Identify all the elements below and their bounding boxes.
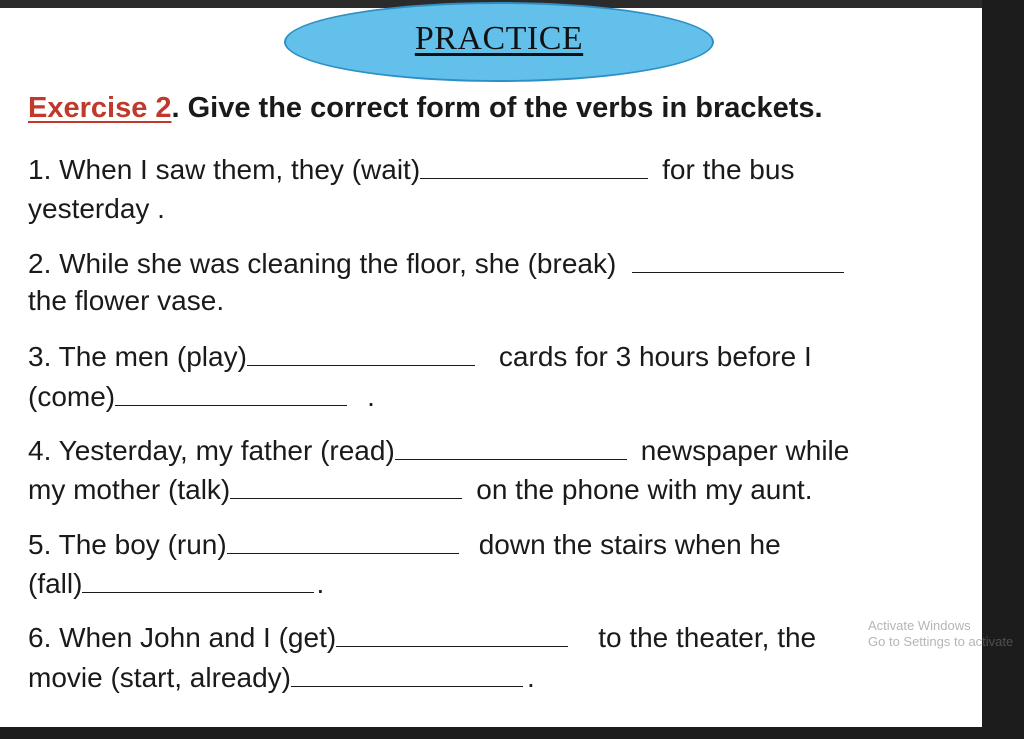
item-text: cards for 3 hours before I <box>498 341 812 372</box>
bottom-frame <box>0 727 1024 739</box>
item-text: newspaper while <box>640 435 850 466</box>
item-text: 2. While she was cleaning the floor, she (break) <box>28 248 617 279</box>
item-text: movie (start, already) <box>28 662 291 693</box>
answer-blank <box>632 246 844 273</box>
item-text: 5. The boy (run) <box>28 529 227 560</box>
answer-blank <box>247 339 475 366</box>
item-1-line-2 <box>28 192 165 226</box>
item-1-line-1 <box>28 152 794 187</box>
item-text: 1. When I saw them, they (wait) <box>28 154 421 185</box>
item-text: to the theater, the <box>598 622 817 653</box>
activate-windows-watermark <box>868 618 1013 650</box>
answer-blank <box>395 433 627 460</box>
watermark-line-2: Go to Settings to activate <box>868 634 1014 649</box>
item-text: for the bus <box>662 154 795 185</box>
answer-blank <box>230 472 462 499</box>
item-text: . <box>367 381 375 412</box>
answer-blank <box>291 660 523 687</box>
answer-blank <box>115 379 347 406</box>
item-3-line-1 <box>28 339 812 374</box>
item-5-line-2 <box>28 566 324 601</box>
item-2-line-1 <box>28 246 844 281</box>
item-5-line-1 <box>28 527 781 562</box>
page-title: PRACTICE <box>414 20 584 57</box>
item-text: on the phone with my aunt. <box>476 474 813 505</box>
item-text: 4. Yesterday, my father (read) <box>28 435 395 466</box>
item-text: (fall) <box>28 568 83 599</box>
exercise-instruction: . Give the correct form of the verbs in brackets. <box>171 92 823 124</box>
item-3-line-2 <box>28 379 375 414</box>
item-text: 6. When John and I (get) <box>28 622 337 653</box>
item-text: 3. The men (play) <box>28 341 247 372</box>
item-2-line-2 <box>28 284 224 318</box>
item-text: yesterday . <box>28 193 165 224</box>
exercise-label: Exercise 2 <box>28 92 172 124</box>
answer-blank <box>420 152 648 179</box>
answer-blank <box>82 566 314 593</box>
item-text: . <box>316 568 325 599</box>
item-text: my mother (talk) <box>28 474 231 505</box>
item-6-line-2 <box>28 660 535 695</box>
answer-blank <box>227 527 459 554</box>
exercise-heading <box>28 92 823 125</box>
item-text: (come) <box>28 381 116 412</box>
item-text: the flower vase. <box>28 285 225 316</box>
answer-blank <box>336 620 568 647</box>
item-6-line-1 <box>28 620 816 655</box>
watermark-line-1: Activate Windows <box>868 618 971 633</box>
item-text: down the stairs when he <box>478 529 781 560</box>
item-4-line-2 <box>28 472 812 507</box>
item-4-line-1 <box>28 433 849 468</box>
item-text: . <box>526 662 535 693</box>
